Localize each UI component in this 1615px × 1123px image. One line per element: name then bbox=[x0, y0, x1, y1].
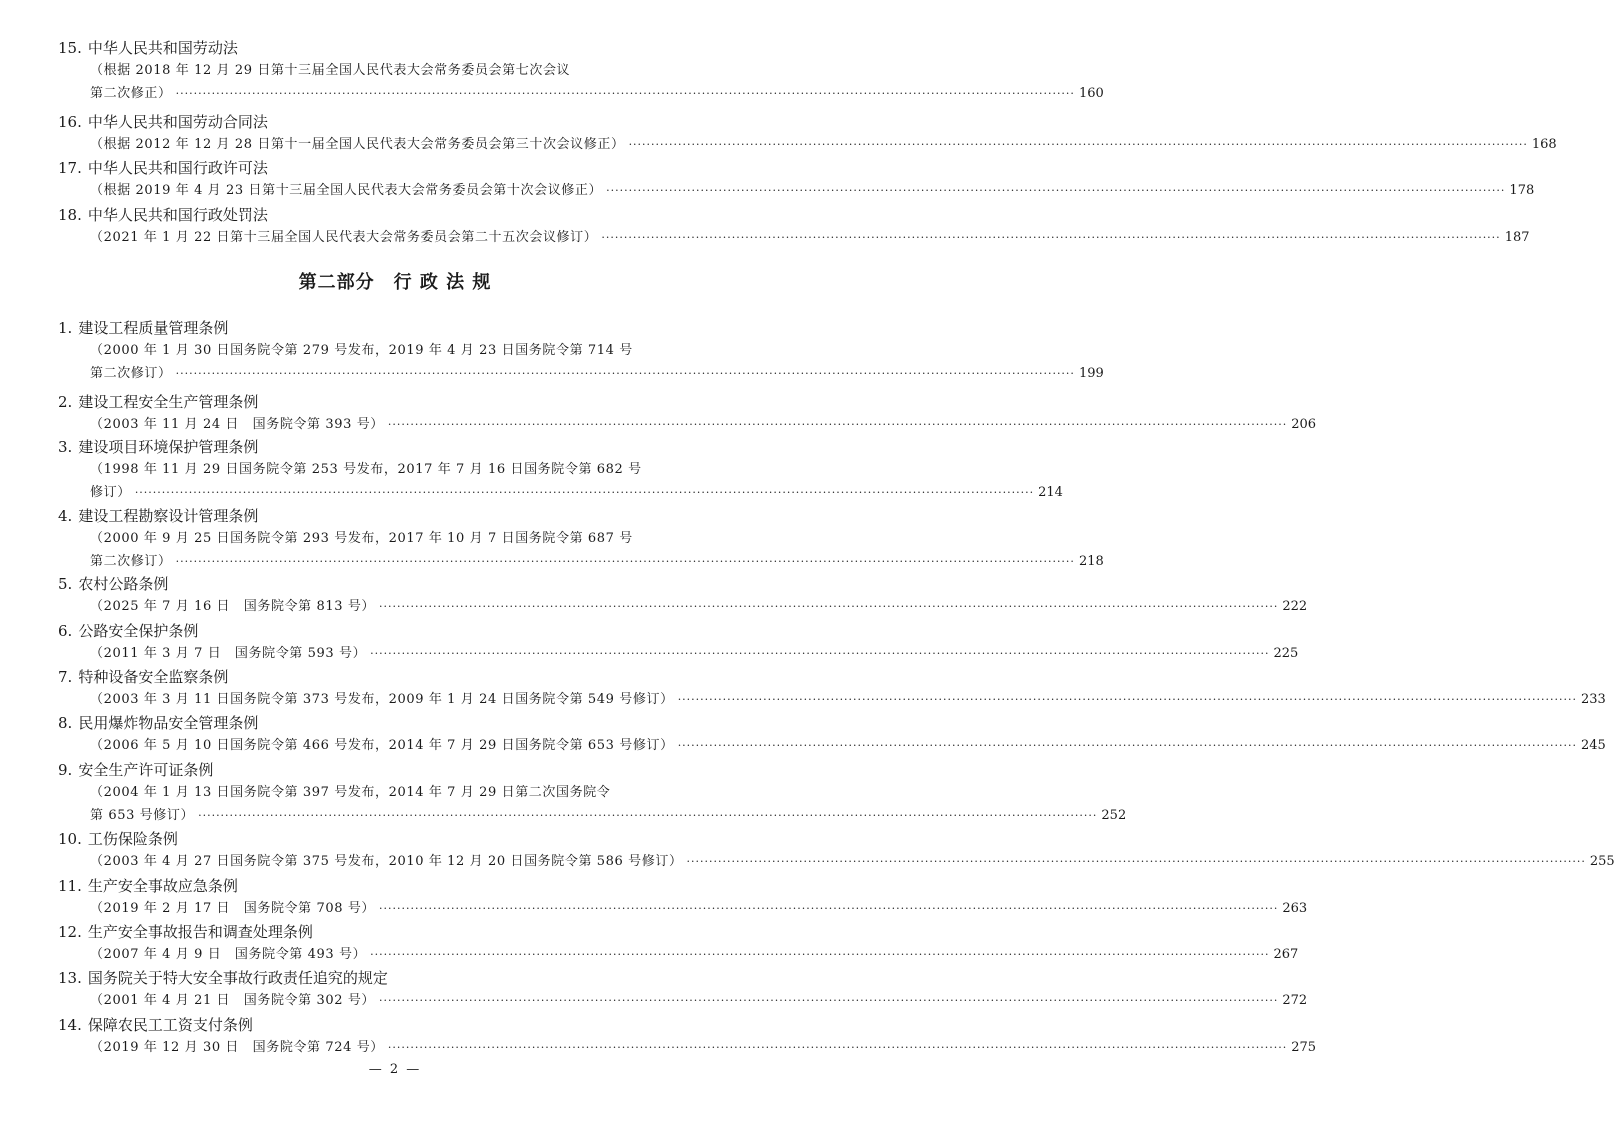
toc-entry-last-line bbox=[90, 136, 1557, 154]
toc-entry-title-text: 中华人民共和国劳动法 bbox=[87, 39, 238, 57]
toc-entry-page-number: 206 bbox=[1291, 417, 1317, 432]
toc-entry-title-text: 民用爆炸物品安全管理条例 bbox=[78, 714, 259, 732]
toc-entry-last-line bbox=[90, 645, 1299, 663]
toc-entry-title bbox=[58, 574, 168, 594]
toc-entry-last-line bbox=[90, 807, 1127, 825]
toc-entry-note-line: （2004 年 1 月 13 日国务院令第 397 号发布，2014 年 7 月 29 日第二次国务院令 bbox=[90, 785, 611, 800]
toc-entry-page-number: 178 bbox=[1509, 183, 1535, 198]
toc-entry-title bbox=[58, 876, 238, 896]
toc-entry-page-number: 222 bbox=[1282, 599, 1308, 614]
toc-entry-title-text: 中华人民共和国劳动合同法 bbox=[87, 113, 268, 131]
toc-entry-number: 3. bbox=[58, 438, 73, 456]
toc-entry-title bbox=[58, 1015, 253, 1035]
toc-entry-title bbox=[58, 205, 268, 225]
toc-entry-note-tail: （2021 年 1 月 22 日第十三届全国人民代表大会常务委员会第二十五次会议修订） bbox=[90, 230, 598, 245]
toc-entry-note-tail: （2007 年 4 月 9 日 国务院令第 493 号） bbox=[90, 947, 367, 962]
toc-entry-note-line: （1998 年 11 月 29 日国务院令第 253 号发布，2017 年 7 月 16 日国务院令第 682 号 bbox=[90, 462, 642, 477]
toc-entry-title bbox=[58, 318, 228, 338]
toc-entry-title-text: 建设工程勘察设计管理条例 bbox=[78, 507, 259, 525]
toc-entry-title-text: 公路安全保护条例 bbox=[78, 622, 199, 640]
leader-dots: ········································································································································································································ bbox=[387, 418, 1288, 431]
toc-entry-number: 1. bbox=[58, 319, 73, 337]
toc-entry-page-number: 199 bbox=[1078, 366, 1104, 381]
toc-entry-title bbox=[58, 621, 198, 641]
toc-entry-note-tail: 修订） bbox=[90, 485, 131, 500]
toc-entry-number: 5. bbox=[58, 575, 73, 593]
leader-dots: ········································································································································································································ bbox=[370, 647, 1270, 660]
toc-entry-page-number: 218 bbox=[1078, 554, 1104, 569]
toc-entry-page-number: 168 bbox=[1531, 137, 1557, 152]
toc-entry-note-tail: 第二次修订） bbox=[90, 554, 172, 569]
toc-entry-last-line bbox=[90, 416, 1317, 434]
toc-entry-note-tail: （2001 年 4 月 21 日 国务院令第 302 号） bbox=[90, 993, 376, 1008]
toc-entry-title-text: 安全生产许可证条例 bbox=[78, 761, 214, 779]
toc-entry-title bbox=[58, 968, 388, 988]
toc-entry-title-text: 国务院关于特大安全事故行政责任追究的规定 bbox=[87, 969, 388, 987]
toc-entry-last-line bbox=[90, 853, 1615, 871]
toc-entry-number: 13. bbox=[58, 969, 82, 987]
toc-entry-number: 4. bbox=[58, 507, 73, 525]
toc-entry-number: 10. bbox=[58, 830, 82, 848]
toc-entry-number: 17. bbox=[58, 159, 82, 177]
toc-entry-title bbox=[58, 158, 268, 178]
toc-entry-number: 2. bbox=[58, 393, 73, 411]
page-number: — 2 — bbox=[368, 1062, 422, 1077]
toc-entry-page-number: 272 bbox=[1282, 993, 1308, 1008]
toc-entry-note-tail: 第 653 号修订） bbox=[90, 808, 195, 823]
leader-dots: ········································································································································································································ bbox=[379, 600, 1279, 613]
toc-entry-last-line bbox=[90, 900, 1308, 918]
toc-entry-number: 8. bbox=[58, 714, 73, 732]
toc-entry-note-tail: （根据 2019 年 4 月 23 日第十三届全国人民代表大会常务委员会第十次会议修正） bbox=[90, 183, 603, 198]
leader-dots: ········································································································································································································ bbox=[387, 1041, 1288, 1054]
toc-entry-last-line bbox=[90, 553, 1104, 571]
toc-entry-title-text: 建设工程安全生产管理条例 bbox=[78, 393, 259, 411]
toc-entry-page-number: 263 bbox=[1282, 901, 1308, 916]
toc-entry-page-number: 255 bbox=[1589, 854, 1615, 869]
toc-entry-title bbox=[58, 392, 258, 412]
toc-entry-last-line bbox=[90, 484, 1063, 502]
toc-entry-note-line: （2000 年 1 月 30 日国务院令第 279 号发布，2019 年 4 月 23 日国务院令第 714 号 bbox=[90, 343, 633, 358]
toc-entry-title bbox=[58, 38, 238, 58]
toc-entry-page-number: 275 bbox=[1291, 1040, 1317, 1055]
toc-entry-last-line bbox=[90, 85, 1104, 103]
toc-entry-page-number: 225 bbox=[1273, 646, 1299, 661]
toc-entry-note-tail: 第二次修订） bbox=[90, 366, 172, 381]
toc-entry-page-number: 252 bbox=[1101, 808, 1127, 823]
leader-dots: ········································································································································································································ bbox=[677, 739, 1578, 752]
toc-entry-note-tail: （2003 年 11 月 24 日 国务院令第 393 号） bbox=[90, 417, 384, 432]
toc-entry-note-tail: （2003 年 4 月 27 日国务院令第 375 号发布，2010 年 12 月 20 日国务院令第 586 号修订） bbox=[90, 854, 683, 869]
toc-entry-title-text: 建设项目环境保护管理条例 bbox=[78, 438, 259, 456]
toc-entry-note-tail: 第二次修正） bbox=[90, 86, 172, 101]
toc-entry-last-line bbox=[90, 992, 1308, 1010]
leader-dots: ········································································································································································································ bbox=[198, 809, 1098, 822]
leader-dots: ········································································································································································································ bbox=[686, 855, 1586, 868]
toc-entry-note-tail: （2019 年 12 月 30 日 国务院令第 724 号） bbox=[90, 1040, 384, 1055]
toc-entry-page-number: 267 bbox=[1273, 947, 1299, 962]
toc-entry-number: 18. bbox=[58, 206, 82, 224]
toc-entry-page-number: 245 bbox=[1581, 738, 1606, 753]
toc-entry-page-number: 214 bbox=[1038, 485, 1063, 500]
toc-entry-title-text: 保障农民工工资支付条例 bbox=[87, 1016, 253, 1034]
toc-entry-last-line bbox=[90, 946, 1299, 964]
section-heading: 第二部分 行 政 法 规 bbox=[298, 272, 492, 293]
toc-entry-number: 11. bbox=[58, 877, 82, 895]
leader-dots: ········································································································································································································ bbox=[601, 231, 1501, 244]
leader-dots: ········································································································································································································ bbox=[677, 693, 1578, 706]
toc-entry-page-number: 187 bbox=[1504, 230, 1530, 245]
leader-dots: ········································································································································································································ bbox=[175, 367, 1075, 380]
toc-entry-title-text: 生产安全事故应急条例 bbox=[87, 877, 238, 895]
toc-entry-title-text: 建设工程质量管理条例 bbox=[78, 319, 229, 337]
toc-entry-page-number: 233 bbox=[1581, 692, 1606, 707]
toc-entry-title-text: 生产安全事故报告和调查处理条例 bbox=[87, 923, 313, 941]
leader-dots: ········································································································································································································ bbox=[134, 486, 1035, 499]
toc-entry-title-text: 工伤保险条例 bbox=[87, 830, 178, 848]
toc-entry-title-text: 农村公路条例 bbox=[78, 575, 169, 593]
toc-entry-number: 15. bbox=[58, 39, 82, 57]
toc-entry-last-line bbox=[90, 1039, 1317, 1057]
toc-entry-title-text: 中华人民共和国行政许可法 bbox=[87, 159, 268, 177]
toc-entry-title-text: 特种设备安全监察条例 bbox=[78, 668, 229, 686]
toc-entry-page-number: 160 bbox=[1078, 86, 1104, 101]
toc-entry-note-tail: （2003 年 3 月 11 日国务院令第 373 号发布，2009 年 1 月 24 日国务院令第 549 号修订） bbox=[90, 692, 674, 707]
toc-entry-title bbox=[58, 760, 213, 780]
toc-entry-title bbox=[58, 829, 178, 849]
toc-entry-last-line bbox=[90, 182, 1535, 200]
toc-entry-note-tail: （2006 年 5 月 10 日国务院令第 466 号发布，2014 年 7 月 29 日国务院令第 653 号修订） bbox=[90, 738, 674, 753]
toc-entry-number: 9. bbox=[58, 761, 73, 779]
toc-entry-number: 12. bbox=[58, 923, 82, 941]
toc-entry-last-line bbox=[90, 598, 1308, 616]
leader-dots: ········································································································································································································ bbox=[606, 184, 1506, 197]
leader-dots: ········································································································································································································ bbox=[379, 902, 1279, 915]
toc-entry-last-line bbox=[90, 737, 1606, 755]
toc-entry-number: 7. bbox=[58, 668, 73, 686]
leader-dots: ········································································································································································································ bbox=[175, 87, 1075, 100]
toc-entry-title bbox=[58, 437, 258, 457]
toc-entry-title bbox=[58, 713, 258, 733]
toc-entry-note-tail: （2025 年 7 月 16 日 国务院令第 813 号） bbox=[90, 599, 376, 614]
toc-entry-note-line: （根据 2018 年 12 月 29 日第十三届全国人民代表大会常务委员会第七次会议 bbox=[90, 63, 571, 78]
toc-entry-note-line: （2000 年 9 月 25 日国务院令第 293 号发布，2017 年 10 月 7 日国务院令第 687 号 bbox=[90, 531, 633, 546]
toc-entry-title bbox=[58, 112, 268, 132]
toc-entry-title bbox=[58, 506, 258, 526]
leader-dots: ········································································································································································································ bbox=[379, 994, 1279, 1007]
toc-entry-note-tail: （2011 年 3 月 7 日 国务院令第 593 号） bbox=[90, 646, 367, 661]
toc-entry-number: 14. bbox=[58, 1016, 82, 1034]
toc-entry-number: 6. bbox=[58, 622, 73, 640]
leader-dots: ········································································································································································································ bbox=[175, 555, 1075, 568]
toc-entry-number: 16. bbox=[58, 113, 82, 131]
toc-entry-title-text: 中华人民共和国行政处罚法 bbox=[87, 206, 268, 224]
leader-dots: ········································································································································································································ bbox=[628, 138, 1528, 151]
toc-entry-title bbox=[58, 667, 228, 687]
toc-entry-last-line bbox=[90, 365, 1104, 383]
toc-entry-title bbox=[58, 922, 313, 942]
toc-entry-last-line bbox=[90, 691, 1606, 709]
leader-dots: ········································································································································································································ bbox=[370, 948, 1270, 961]
toc-entry-note-tail: （2019 年 2 月 17 日 国务院令第 708 号） bbox=[90, 901, 376, 916]
toc-entry-note-tail: （根据 2012 年 12 月 28 日第十一届全国人民代表大会常务委员会第三十次会议修正） bbox=[90, 137, 625, 152]
toc-entry-last-line bbox=[90, 229, 1530, 247]
